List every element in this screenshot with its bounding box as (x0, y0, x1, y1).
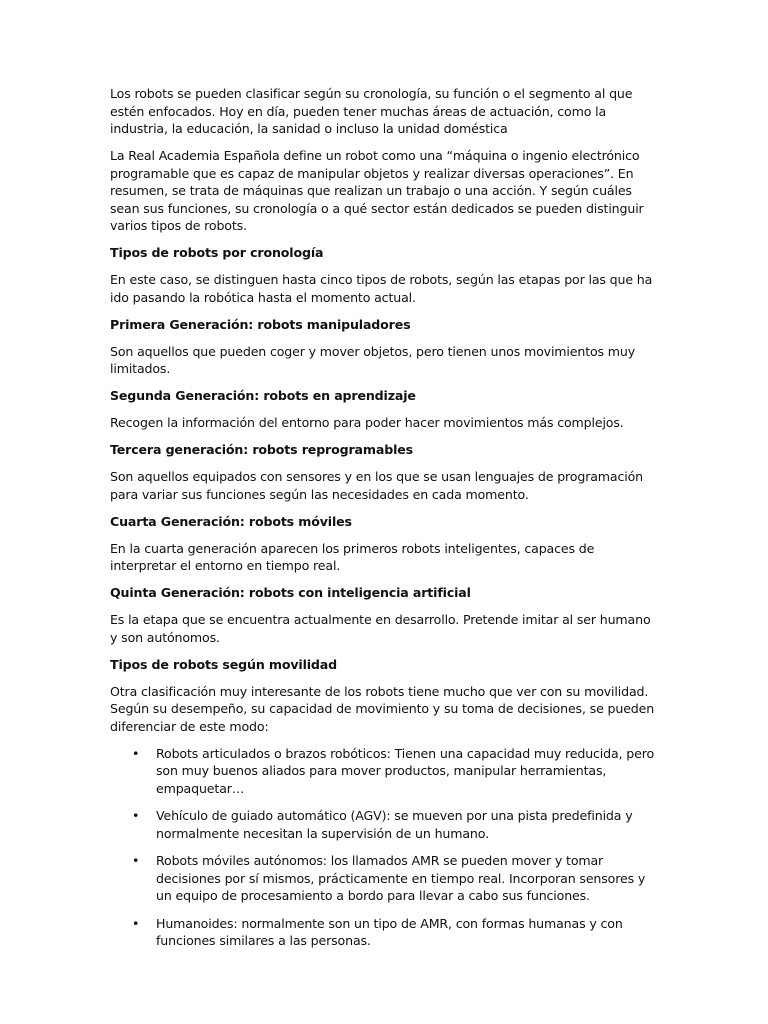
heading-mobility: Tipos de robots según movilidad (110, 656, 338, 672)
mobility-list (110, 745, 658, 950)
third-generation-paragraph: Son aquellos equipados con sensores y en los que se usan lenguajes de programación para variar sus funciones según las necesidades en cada momento. (110, 469, 643, 502)
list-item (110, 852, 658, 905)
intro-paragraph: Los robots se pueden clasificar según su cronología, su función o el segmento al que estén enfocados. Hoy en día, pueden tener muchas áreas de actuación, como la industria, la educación, la sanidad o incluso la unidad doméstica (110, 86, 633, 136)
heading-third-generation: Tercera generación: robots reprogramables (110, 442, 413, 457)
first-generation-paragraph: Son aquellos que pueden coger y mover objetos, pero tienen unos movimientos muy limitados. (110, 343, 636, 376)
bullet-icon: • (132, 853, 140, 868)
fourth-generation-paragraph: En la cuarta generación aparecen los primeros robots inteligentes, capaces de interpretar el entorno en tiempo real. (110, 540, 595, 573)
heading-second-generation: Segunda Generación: robots en aprendizaje (110, 388, 416, 403)
list-item (110, 915, 658, 950)
bullet-icon: • (132, 808, 140, 823)
document-page (110, 85, 658, 960)
list-item (110, 807, 658, 842)
bullet-icon: • (132, 745, 140, 761)
chronology-paragraph: En este caso, se distinguen hasta cinco tipos de robots, según las etapas por las que ha ido pasando la robótica hasta el momento actual. (110, 272, 653, 305)
definition-paragraph: La Real Academia Española define un robot como una “máquina o ingenio electrónico programable que es capaz de manipular objetos y realizar diversas operaciones”. En resumen, se trata de máquinas que realizan un trabajo o una acción. Y según cuáles sean sus funciones, su cronología o a qué sector están dedicados se pueden distinguir varios tipos de robots. (110, 148, 644, 233)
list-item-text: Humanoides: normalmente son un tipo de AMR, con formas humanas y con funciones similares a las personas. (156, 915, 623, 948)
heading-first-generation: Primera Generación: robots manipuladores (110, 316, 411, 332)
second-generation-paragraph: Recogen la información del entorno para poder hacer movimientos más complejos. (110, 415, 624, 430)
heading-fifth-generation: Quinta Generación: robots con inteligencia artificial (110, 585, 471, 600)
list-item-text: Robots articulados o brazos robóticos: Tienen una capacidad muy reducida, pero son muy buenos aliados para mover productos, manipular herramientas, empaquetar… (156, 745, 655, 796)
list-item-text: Robots móviles autónomos: los llamados AMR se pueden mover y tomar decisiones por sí mismos, prácticamente en tiempo real. Incorporan sensores y un equipo de procesamiento a bordo para llevar a cabo sus funciones. (156, 853, 646, 903)
heading-fourth-generation: Cuarta Generación: robots móviles (110, 513, 352, 529)
heading-chronology: Tipos de robots por cronología (110, 245, 324, 260)
mobility-paragraph: Otra clasificación muy interesante de los robots tiene mucho que ver con su movilidad. Según su desempeño, su capacidad de movimiento y su toma de decisiones, se pueden diferenciar de este modo: (110, 683, 655, 734)
list-item (110, 745, 658, 798)
fifth-generation-paragraph: Es la etapa que se encuentra actualmente en desarrollo. Pretende imitar al ser humano y son autónomos. (110, 612, 651, 645)
list-item-text: Vehículo de guiado automático (AGV): se mueven por una pista predefinida y normalmente necesitan la supervisión de un humano. (156, 808, 633, 841)
bullet-icon: • (132, 915, 140, 931)
